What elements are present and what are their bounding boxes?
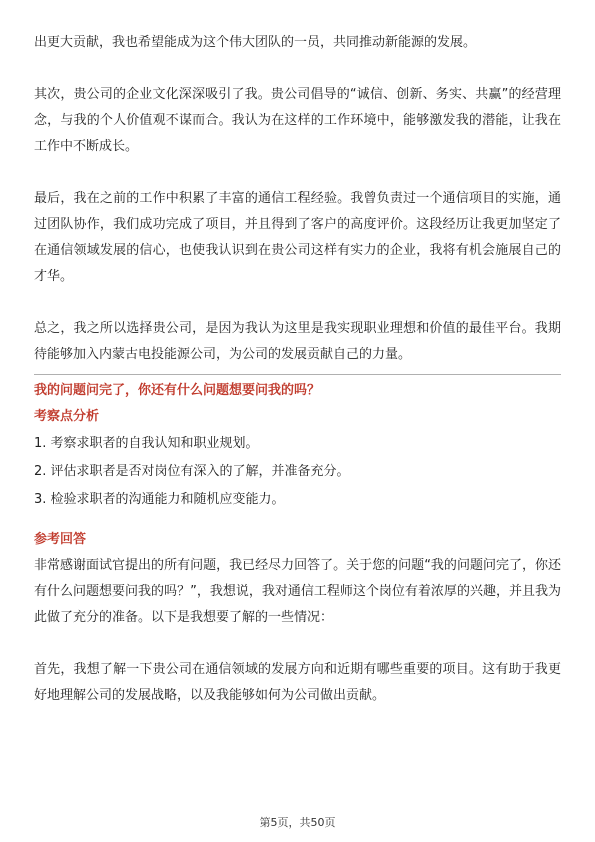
paragraph-closing-previous: 出更大贡献，我也希望能成为这个伟大团队的一员，共同推动新能源的发展。	[34, 35, 477, 50]
paragraph-company-culture: 其次，贵公司的企业文化深深吸引了我。贵公司倡导的“诚信、创新、务实、共赢”的经营理念，与我的个人价值观不谋而合。我认为在这样的工作环境中，能够激发我的潜能，让我在工作中不断成长。	[34, 87, 561, 154]
analysis-heading: 考察点分析	[34, 409, 100, 424]
document-body	[34, 30, 561, 709]
analysis-item: 3. 检验求职者的沟通能力和随机应变能力。	[34, 492, 285, 507]
paragraph-summary: 总之，我之所以选择贵公司，是因为我认为这里是我实现职业理想和价值的最佳平台。我期待能够加入内蒙古电投能源公司，为公司的发展贡献自己的力量。	[34, 321, 561, 362]
analysis-item: 2. 评估求职者是否对岗位有深入的了解，并准备充分。	[34, 464, 350, 479]
section-divider	[34, 374, 561, 375]
analysis-item: 1. 考察求职者的自我认知和职业规划。	[34, 436, 259, 451]
answer-heading: 参考回答	[34, 532, 87, 547]
answer-paragraph: 首先，我想了解一下贵公司在通信领域的发展方向和近期有哪些重要的项目。这有助于我更好地理解公司的发展战略，以及我能够如何为公司做出贡献。	[34, 662, 561, 703]
page-number: 第5页，共50页	[259, 816, 336, 829]
answer-paragraph: 非常感谢面试官提出的所有问题，我已经尽力回答了。关于您的问题“我的问题问完了，你还有什么问题想要问我的吗？”，我想说，我对通信工程师这个岗位有着浓厚的兴趣，并且我为此做了充分的准备。以下是我想要了解的一些情况：	[34, 558, 561, 625]
interview-question: 我的问题问完了，你还有什么问题想要问我的吗？	[34, 383, 321, 398]
paragraph-experience: 最后，我在之前的工作中积累了丰富的通信工程经验。我曾负责过一个通信项目的实施，通过团队协作，我们成功完成了项目，并且得到了客户的高度评价。这段经历让我更加坚定了在通信领域发展的信心，也使我认识到在贵公司这样有实力的企业，我将有机会施展自己的才华。	[34, 191, 561, 284]
